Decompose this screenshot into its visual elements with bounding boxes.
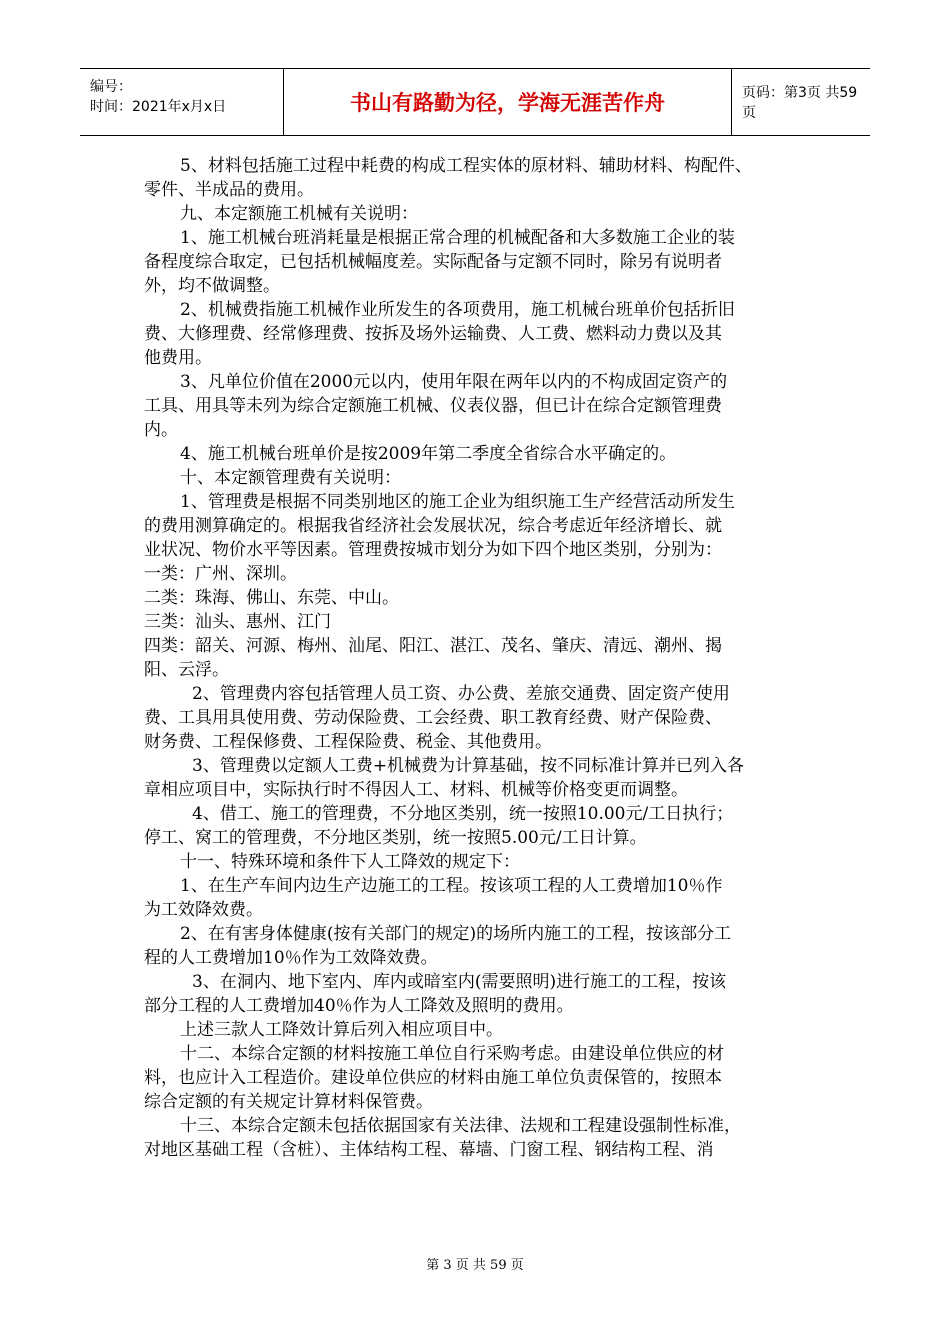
text-line: 3、凡单位价值在2000元以内，使用年限在两年以内的不构成固定资产的 [180,372,728,392]
text-line: 外，均不做调整。 [144,276,280,296]
text-line: 费、大修理费、经常修理费、按拆及场外运输费、人工费、燃料动力费以及其 [144,324,722,344]
text-line: 他费用。 [144,348,212,368]
page-footer: 第 3 页 共 59 页 [426,1258,524,1273]
header-meta-cell [80,69,284,135]
text-line: 零件、半成品的费用。 [144,180,314,200]
header-page-cell [732,69,870,135]
section-heading: 九、本定额施工机械有关说明： [180,204,418,224]
text-line: 2、管理费内容包括管理人员工资、办公费、差旅交通费、固定资产使用 [192,684,730,704]
section-heading: 十二、本综合定额的材料按施工单位自行采购考虑。由建设单位供应的材 [180,1044,724,1064]
text-line: 1、管理费是根据不同类别地区的施工企业为组织施工生产经营活动所发生 [180,492,735,512]
text-line: 的费用测算确定的。根据我省经济社会发展状况，综合考虑近年经济增长、就 [144,516,722,536]
header-motto: 书山有路勤为径，学海无涯苦作舟 [350,91,665,115]
text-line: 一类：广州、深圳。 [144,564,297,584]
text-line: 上述三款人工降效计算后列入相应项目中。 [180,1020,503,1040]
text-line: 综合定额的有关规定计算材料保管费。 [144,1092,433,1112]
text-line: 4、借工、施工的管理费，不分地区类别，统一按照10.00元/工日执行； [192,804,734,824]
date-label: 时间：2021年x月x日 [90,99,227,115]
page-info: 页码：第3页 共59页 [742,85,858,121]
text-line: 2、在有害身体健康(按有关部门的规定)的场所内施工的工程，按该部分工 [180,924,732,944]
text-line: 程的人工费增加10％作为工效降效费。 [144,948,438,968]
text-line: 部分工程的人工费增加40％作为人工降效及照明的费用。 [144,996,574,1016]
text-line: 阳、云浮。 [144,660,229,680]
text-line: 对地区基础工程（含桩）、主体结构工程、幕墙、门窗工程、钢结构工程、消 [144,1140,714,1160]
text-line: 备程度综合取定，已包括机械幅度差。实际配备与定额不同时，除另有说明者 [144,252,722,272]
text-line: 3、管理费以定额人工费+机械费为计算基础，按不同标准计算并已列入各 [192,756,745,776]
text-line: 5、材料包括施工过程中耗费的构成工程实体的原材料、辅助材料、构配件、 [180,156,752,176]
text-line: 章相应项目中，实际执行时不得因人工、材料、机械等价格变更而调整。 [144,780,688,800]
text-line: 4、施工机械台班单价是按2009年第二季度全省综合水平确定的。 [180,444,677,464]
text-line: 四类：韶关、河源、梅州、汕尾、阳江、湛江、茂名、肇庆、清远、潮州、揭 [144,636,722,656]
section-heading: 十一、特殊环境和条件下人工降效的规定下： [180,852,520,872]
text-line: 为工效降效费。 [144,900,263,920]
text-line: 料，也应计入工程造价。建设单位供应的材料由施工单位负责保管的，按照本 [144,1068,722,1088]
header-motto-cell [284,69,732,135]
text-line: 1、施工机械台班消耗量是根据正常合理的机械配备和大多数施工企业的装 [180,228,735,248]
serial-label: 编号： [90,79,132,95]
text-line: 1、在生产车间内边生产边施工的工程。按该项工程的人工费增加10％作 [180,876,723,896]
text-line: 二类：珠海、佛山、东莞、中山。 [144,588,399,608]
section-heading: 十三、本综合定额未包括依据国家有关法律、法规和工程建设强制性标准， [180,1116,741,1136]
text-line: 财务费、工程保修费、工程保险费、税金、其他费用。 [144,732,552,752]
text-line: 业状况、物价水平等因素。管理费按城市划分为如下四个地区类别，分别为： [144,540,722,560]
text-line: 三类：汕头、惠州、江门 [144,612,331,632]
document-body [144,154,806,1162]
page-header [80,68,870,136]
text-line: 2、机械费指施工机械作业所发生的各项费用，施工机械台班单价包括折旧 [180,300,735,320]
text-line: 内。 [144,420,178,440]
text-line: 工具、用具等未列为综合定额施工机械、仪表仪器，但已计在综合定额管理费 [144,396,722,416]
text-line: 3、在洞内、地下室内、库内或暗室内(需要照明)进行施工的工程，按该 [192,972,727,992]
section-heading: 十、本定额管理费有关说明： [180,468,401,488]
text-line: 停工、窝工的管理费，不分地区类别，统一按照5.00元/工日计算。 [144,828,647,848]
text-line: 费、工具用具使用费、劳动保险费、工会经费、职工教育经费、财产保险费、 [144,708,722,728]
